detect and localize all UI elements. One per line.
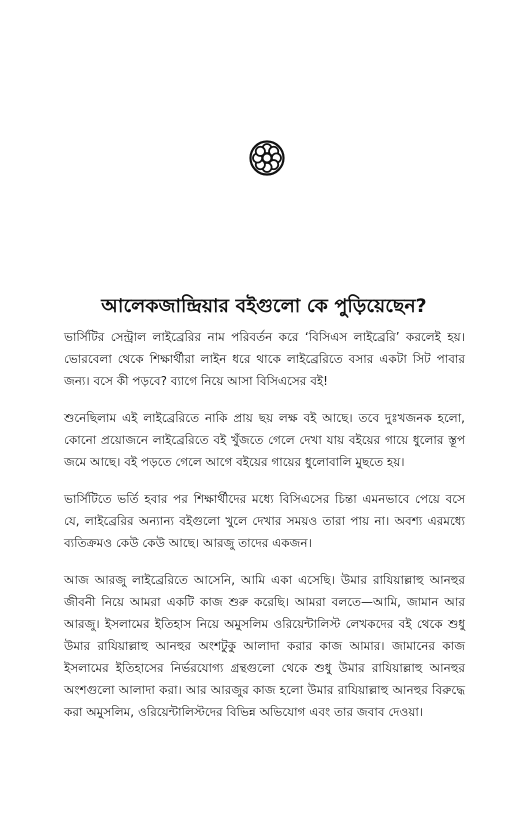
paragraph: ভার্সিটির সেন্ট্রাল লাইব্রেরির নাম পরিবর্তন করে ‘বিসিএস লাইব্রেরি’ করলেই হয়। ভোরবেলা থেকে শিক্ষার্থীরা লাইন ধরে থাকে লাইব্রেরিতে বসার একটা সিট পাবার জন্য। বসে কী পড়বে? ব্যাগে নিয়ে আসা বিসিএসের বই! (64, 330, 465, 388)
paragraph: শুনেছিলাম এই লাইব্রেরিতে নাকি প্রায় ছয় লক্ষ বই আছে। তবে দুঃখজনক হলো, কোনো প্রয়োজনে লাইব্রেরিতে বই খুঁজতে গেলে দেখা যায় বইয়ের গায়ে ধুলোর স্তূপ জমে আছে। বই পড়তে গেলে আগে বইয়ের গায়ের ধুলোবালি মুছতে হয়। (64, 411, 465, 469)
eight-petal-flower-icon (249, 140, 285, 176)
paragraph: ভার্সিটিতে ভর্তি হবার পর শিক্ষার্থীদের মধ্যে বিসিএসের চিন্তা এমনভাবে পেয়ে বসে যে, লাইব্রেরির অন্যান্য বইগুলো খুলে দেখার সময়ও তারা পায় না। অবশ্য এরমধ্যে ব্যতিক্রমও কেউ কেউ আছে। আরজু তাদের একজন। (64, 492, 465, 550)
chapter-body (64, 326, 465, 738)
chapter-title: আলেকজান্দ্রিয়ার বইগুলো কে পুড়িয়েছেন? (101, 294, 427, 317)
paragraph: আজ আরজু লাইব্রেরিতে আসেনি, আমি একা এসেছি। উমার রাযিয়াল্লাহু আনহুর জীবনী নিয়ে আমরা একটি কাজ শুরু করেছি। আমরা বলতে—আমি, জামান আর আরজু। ইসলামের ইতিহাস নিয়ে অমুসলিম ওরিয়েন্টালিস্ট লেখকদের বই থেকে শুধু উমার রাযিয়াল্লাহু আনহুর অংশটুকু আলাদা করার কাজ আমার। জামানের কাজ ইসলামের ইতিহাসের নির্ভরযোগ্য গ্রন্থগুলো থেকে শুধু উমার রাযিয়াল্লাহু আনহুর অংশগুলো আলাদা করা। আর আরজুর কাজ হলো উমার রাযিয়াল্লাহু আনহুর বিরুদ্ধে করা অমুসলিম, ওরিয়েন্টালিস্টদের বিভিন্ন অভিযোগ এবং তার জবাব দেওয়া। (64, 573, 465, 719)
